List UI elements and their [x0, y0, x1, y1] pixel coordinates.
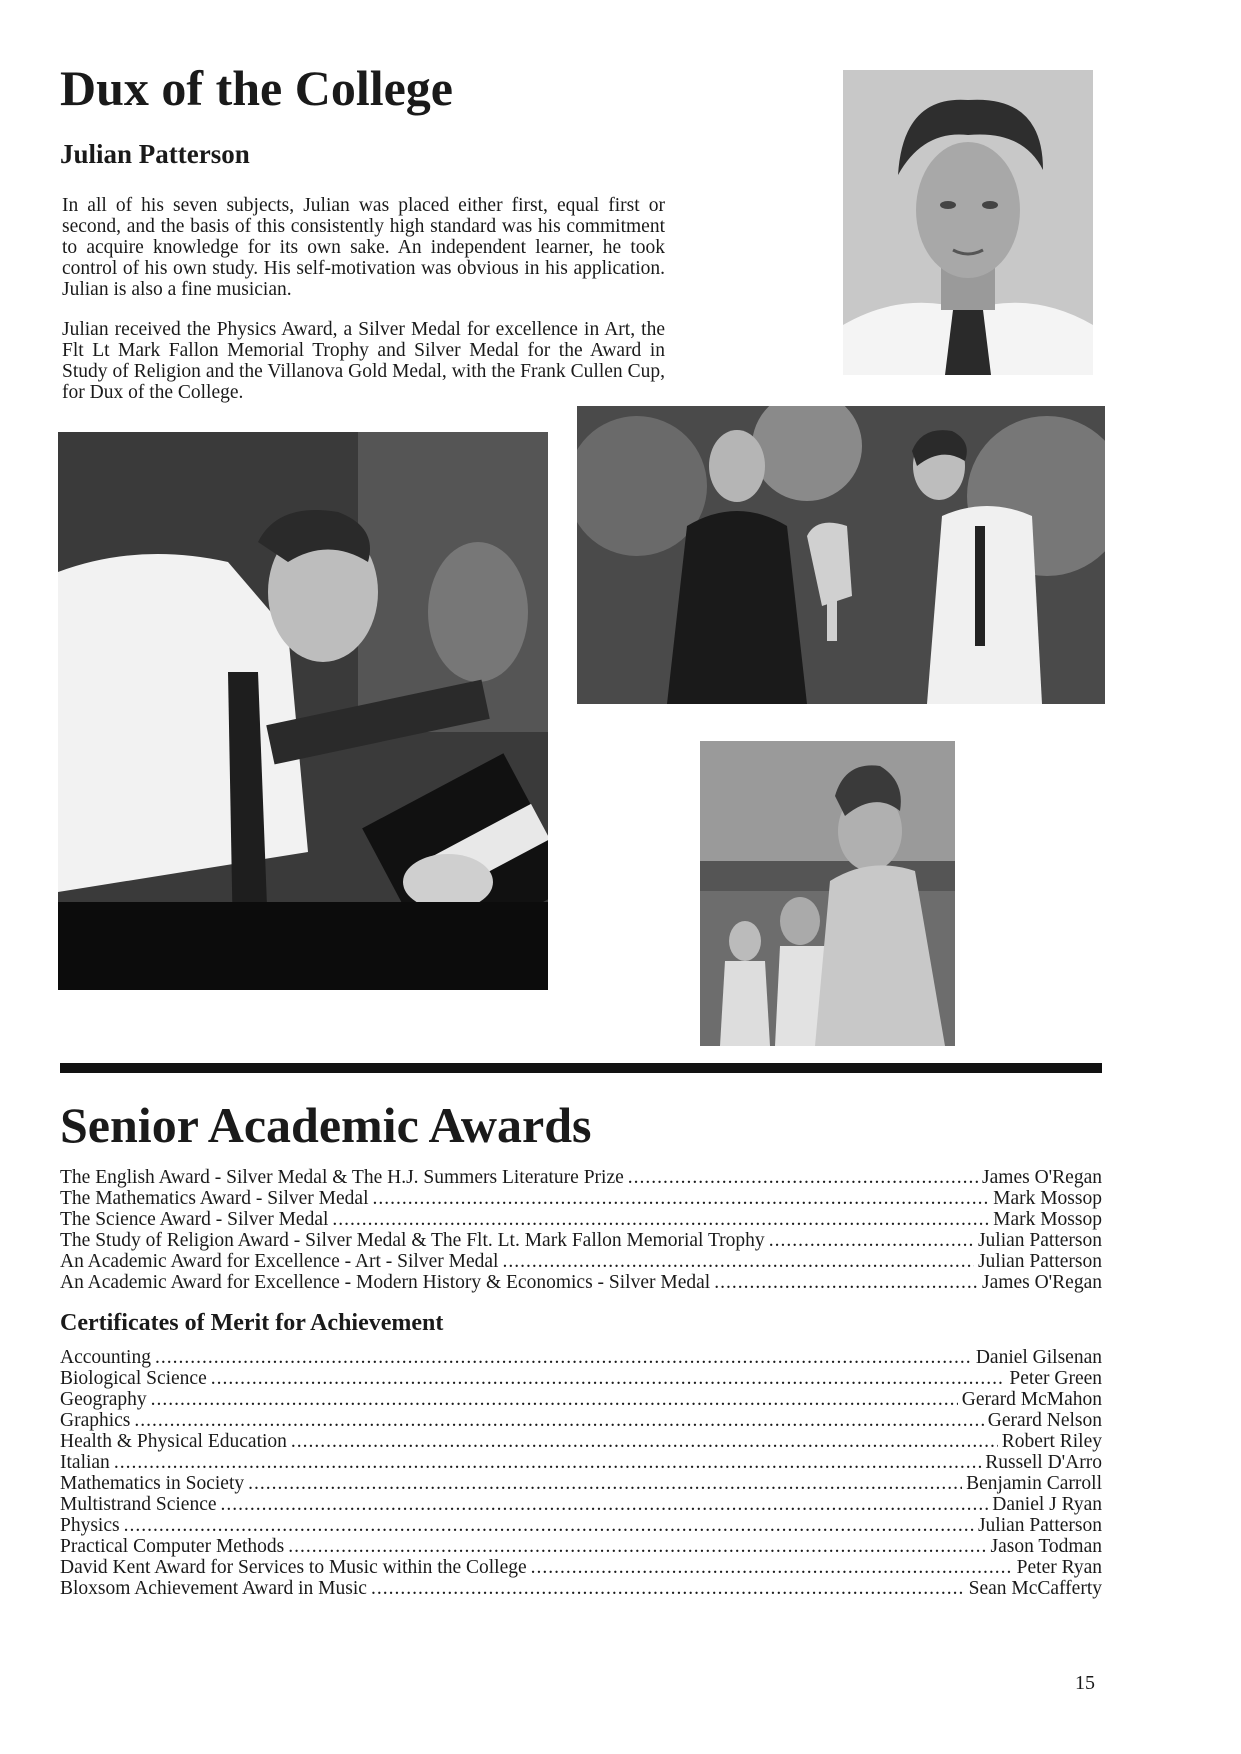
certificate-row — [60, 1536, 1102, 1557]
award-recipient: James O'Regan — [982, 1272, 1102, 1293]
award-recipient: Julian Patterson — [977, 1251, 1102, 1272]
certificate-row — [60, 1452, 1102, 1473]
certificates-heading: Certificates of Merit for Achievement — [60, 1310, 444, 1336]
award-label: The English Award - Silver Medal & The H.J. Summers Literature Prize — [60, 1167, 624, 1188]
dot-leader — [114, 1452, 981, 1473]
dot-leader — [124, 1515, 974, 1536]
certificate-subject: Accounting — [60, 1347, 151, 1368]
award-recipient: Mark Mossop — [993, 1188, 1102, 1209]
certificate-subject: Health & Physical Education — [60, 1431, 287, 1452]
award-label: An Academic Award for Excellence - Art - Silver Medal — [60, 1251, 499, 1272]
certificate-recipient: Robert Riley — [1001, 1431, 1102, 1452]
award-row — [60, 1230, 1102, 1251]
award-row — [60, 1272, 1102, 1293]
dot-leader — [248, 1473, 962, 1494]
certificate-row — [60, 1389, 1102, 1410]
dux-title: Dux of the College — [60, 60, 453, 116]
dot-leader — [155, 1347, 972, 1368]
dux-name: Julian Patterson — [60, 139, 250, 169]
award-recipient: Julian Patterson — [977, 1230, 1102, 1251]
dot-leader — [211, 1368, 1006, 1389]
award-row — [60, 1188, 1102, 1209]
certificate-subject: Physics — [60, 1515, 120, 1536]
certificate-recipient: Gerard McMahon — [961, 1389, 1102, 1410]
certificate-recipient: Gerard Nelson — [987, 1410, 1102, 1431]
certificate-subject: Geography — [60, 1389, 147, 1410]
certificate-row — [60, 1431, 1102, 1452]
dot-leader — [769, 1230, 974, 1251]
certificate-recipient: Jason Todman — [990, 1536, 1102, 1557]
portrait-photo — [843, 70, 1093, 375]
page-number: 15 — [1075, 1672, 1095, 1694]
trophy-photo — [577, 406, 1105, 704]
certificate-recipient: Benjamin Carroll — [966, 1473, 1102, 1494]
certificate-recipient: Daniel J Ryan — [992, 1494, 1102, 1515]
certificate-recipient: Russell D'Arro — [985, 1452, 1102, 1473]
dot-leader — [373, 1188, 990, 1209]
award-recipient: Mark Mossop — [993, 1209, 1102, 1230]
certificate-row — [60, 1410, 1102, 1431]
section-divider — [60, 1063, 1102, 1073]
dot-leader — [531, 1557, 1013, 1578]
award-label: The Mathematics Award - Silver Medal — [60, 1188, 369, 1209]
award-row — [60, 1209, 1102, 1230]
certificate-row — [60, 1578, 1102, 1599]
dux-paragraph-2: Julian received the Physics Award, a Silver Medal for excellence in Art, the Flt Lt Mark Fallon Memorial Trophy and Silver Medal for the Award in Study of Religion and the Villanova Gold Medal, with the Frank Cullen Cup, for Dux of the College. — [62, 319, 665, 403]
award-recipient: James O'Regan — [982, 1167, 1102, 1188]
dot-leader — [134, 1410, 983, 1431]
dot-leader — [288, 1536, 986, 1557]
certificate-subject: Biological Science — [60, 1368, 207, 1389]
dot-leader — [628, 1167, 978, 1188]
certificate-row — [60, 1515, 1102, 1536]
senior-awards-list — [60, 1167, 1102, 1293]
running-photo — [700, 741, 955, 1046]
piano-photo — [58, 432, 548, 990]
award-label: An Academic Award for Excellence - Modern History & Economics - Silver Medal — [60, 1272, 711, 1293]
certificate-row — [60, 1557, 1102, 1578]
certificate-recipient: Sean McCafferty — [968, 1578, 1102, 1599]
certificate-subject: Mathematics in Society — [60, 1473, 245, 1494]
dux-paragraph-1: In all of his seven subjects, Julian was placed either first, equal first or second, and the basis of this consistently high standard was his commitment to acquire knowledge for its own sake. An independent learner, he took control of his own study. His self-motivation was obvious in his application. Julian is also a fine musician. — [62, 195, 665, 300]
certificate-subject: Multistrand Science — [60, 1494, 217, 1515]
certificate-recipient: Peter Ryan — [1016, 1557, 1102, 1578]
certificate-recipient: Julian Patterson — [977, 1515, 1102, 1536]
certificate-subject: Bloxsom Achievement Award in Music — [60, 1578, 367, 1599]
senior-awards-title: Senior Academic Awards — [60, 1097, 592, 1153]
certificate-recipient: Daniel Gilsenan — [975, 1347, 1102, 1368]
award-label: The Science Award - Silver Medal — [60, 1209, 329, 1230]
award-row — [60, 1167, 1102, 1188]
certificate-subject: Italian — [60, 1452, 110, 1473]
award-row — [60, 1251, 1102, 1272]
certificate-subject: Practical Computer Methods — [60, 1536, 285, 1557]
award-label: The Study of Religion Award - Silver Medal & The Flt. Lt. Mark Fallon Memorial Trophy — [60, 1230, 765, 1251]
certificate-row — [60, 1494, 1102, 1515]
dot-leader — [332, 1209, 989, 1230]
dot-leader — [151, 1389, 958, 1410]
certificate-subject: David Kent Award for Services to Music within the College — [60, 1557, 527, 1578]
certificate-row — [60, 1368, 1102, 1389]
dot-leader — [714, 1272, 978, 1293]
certificate-recipient: Peter Green — [1009, 1368, 1102, 1389]
certificate-subject: Graphics — [60, 1410, 131, 1431]
dot-leader — [502, 1251, 974, 1272]
dot-leader — [371, 1578, 965, 1599]
certificates-list — [60, 1347, 1102, 1599]
dot-leader — [291, 1431, 998, 1452]
dot-leader — [221, 1494, 989, 1515]
certificate-row — [60, 1473, 1102, 1494]
certificate-row — [60, 1347, 1102, 1368]
